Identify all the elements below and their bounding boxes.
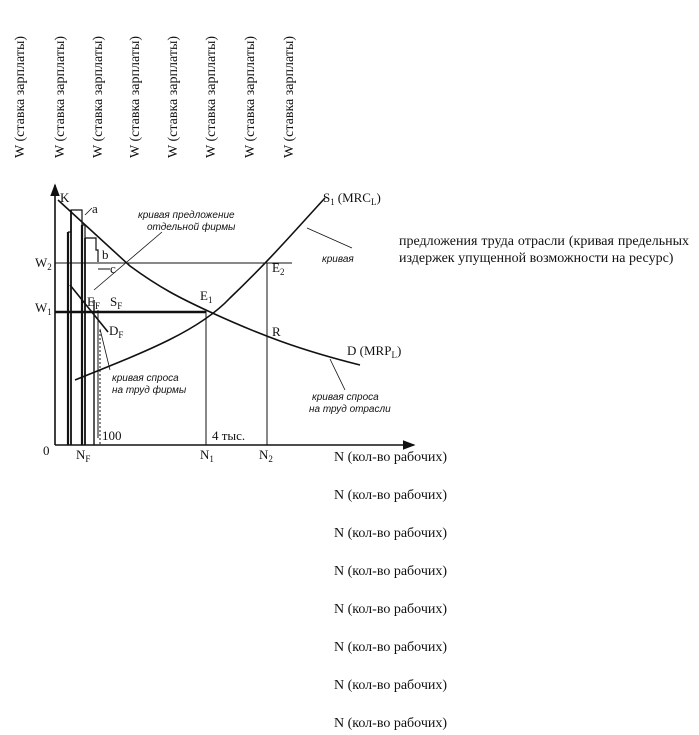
label-c: c bbox=[110, 261, 116, 276]
label-s1: $S_1$ $(MRC_L)$ bbox=[323, 190, 381, 207]
w-axis-label-text: W (ставка зарплаты) bbox=[282, 35, 297, 158]
n-axis-label: N (кол-во рабочих) bbox=[334, 526, 448, 541]
annotation-industry-curve: кривая bbox=[322, 254, 354, 265]
label-ef: $E_F$ bbox=[87, 294, 100, 311]
w-axis-label-text: W (ставка зарплаты) bbox=[53, 35, 68, 158]
label-r: R bbox=[272, 324, 281, 339]
n-axis-label: N (кол-во рабочих) bbox=[334, 716, 448, 731]
w-axis-label bbox=[280, 10, 302, 160]
w-axis-label-text: W (ставка зарплаты) bbox=[243, 35, 258, 158]
n-axis-label: N (кол-во рабочих) bbox=[334, 640, 448, 655]
leader-a bbox=[85, 208, 92, 215]
w-axis-label-text: W (ставка зарплаты) bbox=[166, 35, 181, 158]
leader-industry bbox=[307, 228, 352, 248]
tick-100: 100 bbox=[102, 428, 122, 443]
origin-label: 0 bbox=[43, 443, 50, 458]
label-sf: $S_F$ bbox=[110, 294, 123, 311]
annotation-firm-demand: кривая спроса на труд фирмы bbox=[112, 373, 187, 396]
annotation-industry-demand: кривая спроса на труд отрасли bbox=[309, 392, 391, 415]
label-w1: $W_1$ bbox=[35, 300, 52, 317]
w-axis-label-text: W (ставка зарплаты) bbox=[128, 35, 143, 158]
label-k: K bbox=[60, 190, 70, 205]
label-d: D $(MRP_L)$ bbox=[347, 343, 402, 360]
w-axis-label-text: W (ставка зарплаты) bbox=[91, 35, 106, 158]
n-axis-label: N (кол-во рабочих) bbox=[334, 488, 448, 503]
w-axis-label bbox=[126, 10, 148, 160]
label-n2: $N_2$ bbox=[259, 447, 273, 464]
n-axis-label: N (кол-во рабочих) bbox=[334, 678, 448, 693]
label-e2: $E_2$ bbox=[272, 260, 285, 277]
label-b: b bbox=[102, 247, 109, 262]
n-axis-label: N (кол-во рабочих) bbox=[334, 564, 448, 579]
industry-supply-description: предложения труда отрасли (кривая предельных издержек упущенной возможности на ресурс) bbox=[399, 234, 689, 266]
n-axis-label: N (кол-во рабочих) bbox=[334, 450, 448, 465]
w-axis-label bbox=[89, 10, 111, 160]
label-n1: $N_1$ bbox=[200, 447, 214, 464]
label-df: $D_F$ bbox=[109, 323, 124, 340]
w-axis-label bbox=[11, 10, 33, 160]
w-axis-label bbox=[164, 10, 186, 160]
w-axis-label-text: W (ставка зарплаты) bbox=[13, 35, 28, 158]
label-w2: $W_2$ bbox=[35, 255, 52, 272]
n-axis-label: N (кол-во рабочих) bbox=[334, 602, 448, 617]
tick-4k: 4 тыс. bbox=[212, 428, 246, 443]
w-axis-label bbox=[202, 10, 224, 160]
label-e1: $E_1$ bbox=[200, 288, 213, 305]
w-axis-label bbox=[51, 10, 73, 160]
leader-industry-demand bbox=[330, 359, 345, 390]
label-a: a bbox=[92, 201, 98, 216]
annotation-firm-supply: кривая предложение отдельной фирмы bbox=[138, 210, 236, 233]
w-axis-label bbox=[241, 10, 263, 160]
labour-market-diagram bbox=[30, 180, 420, 465]
w-axis-label-text: W (ставка зарплаты) bbox=[204, 35, 219, 158]
label-nf: $N_F$ bbox=[76, 447, 91, 464]
